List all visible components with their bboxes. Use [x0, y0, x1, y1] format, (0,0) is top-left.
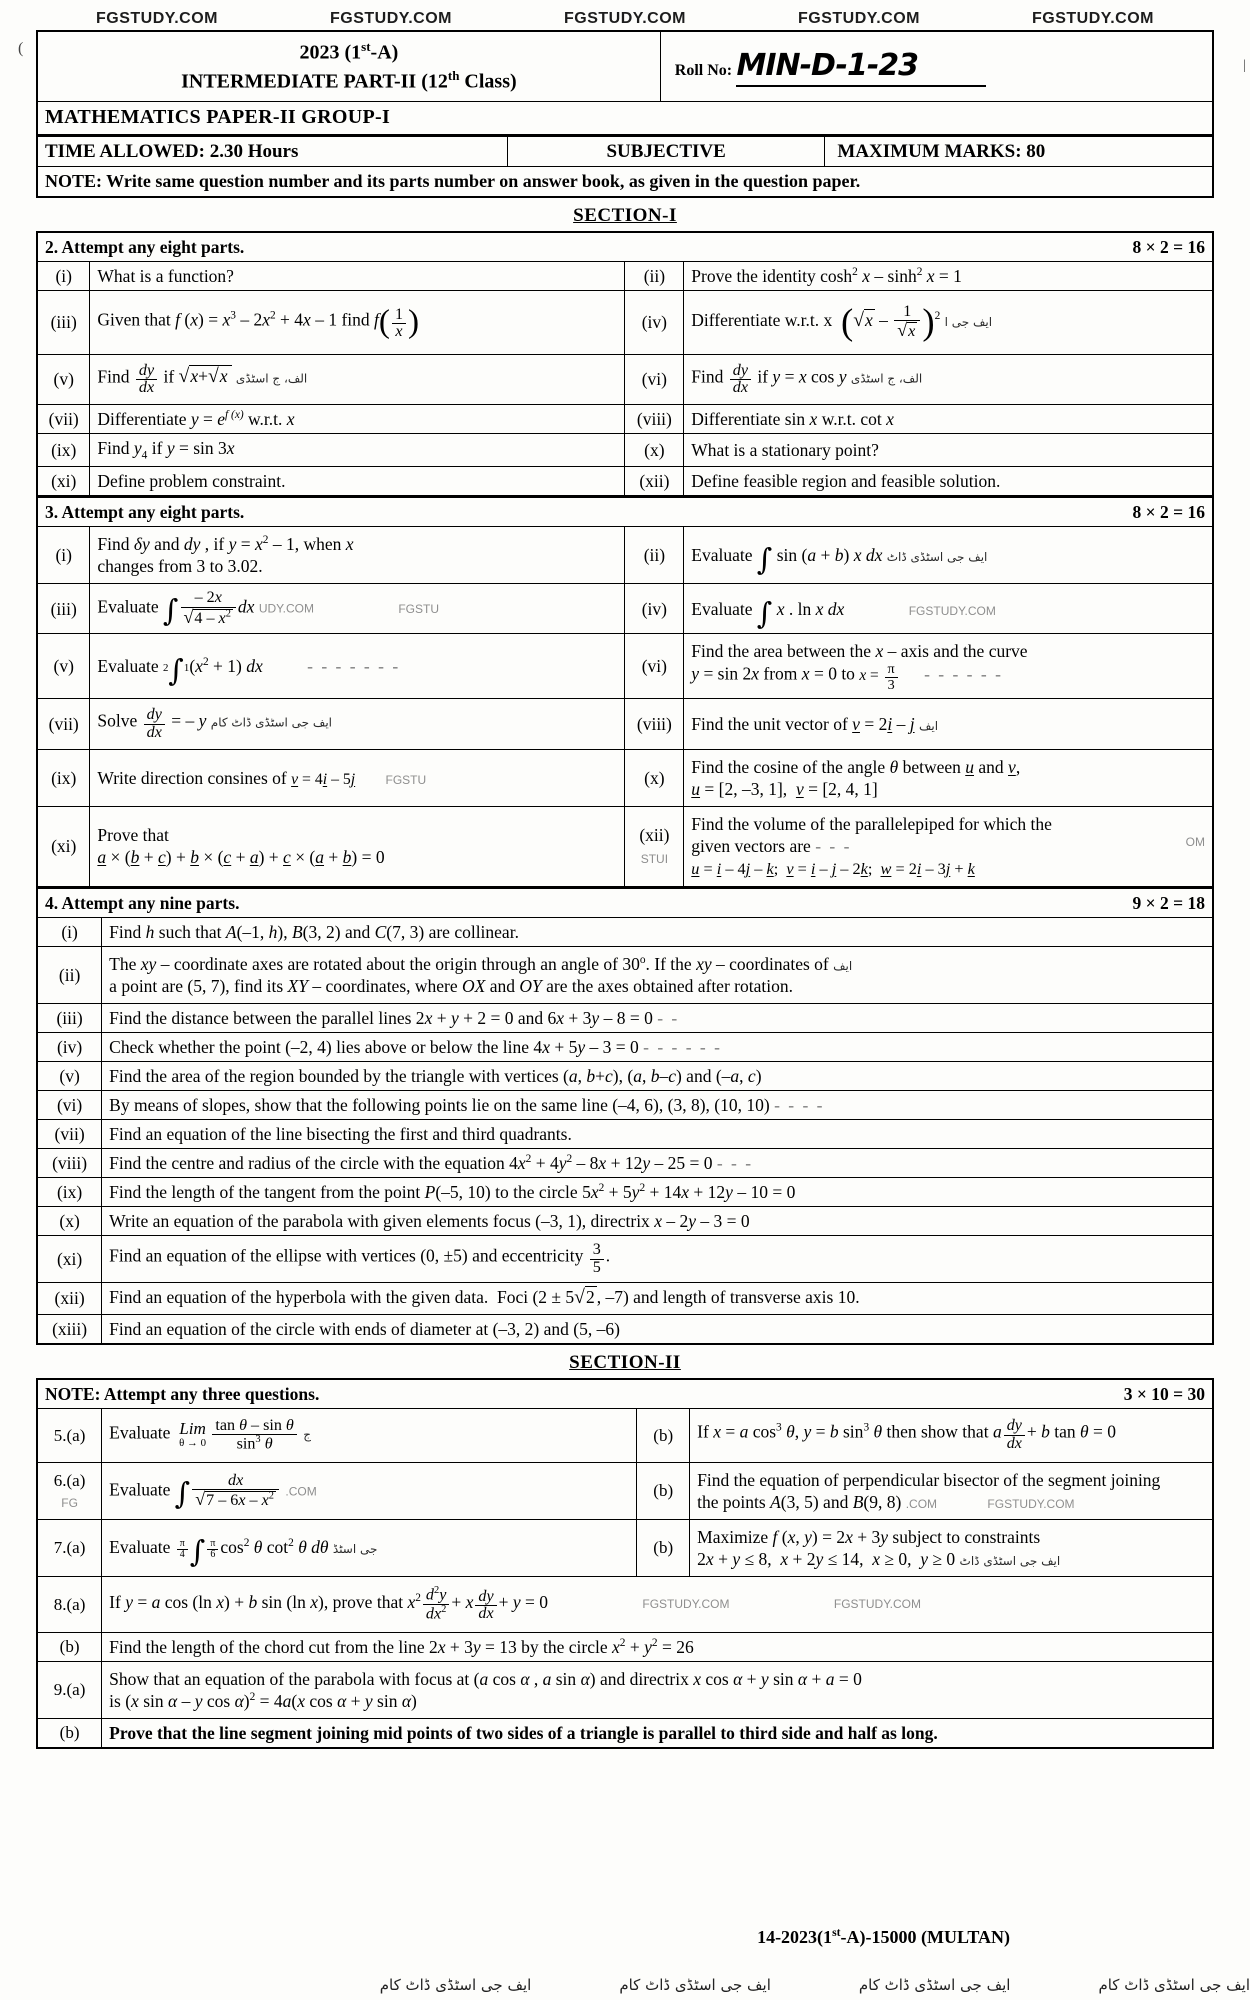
part-text: Evaluate ∫ x . ln x dx FGSTUDY.COM: [684, 584, 1213, 634]
maximum-marks: MAXIMUM MARKS: 80: [825, 136, 1213, 167]
table-row: [37, 1236, 1213, 1283]
exam-meta-row: [37, 136, 1213, 167]
part-number: (b): [37, 1718, 102, 1748]
urdu-annotation: ایف جی اسٹڈی ڈاٹ: [886, 550, 988, 565]
subject-line: MATHEMATICS PAPER-II GROUP-I: [37, 102, 1213, 135]
table-row: [37, 1120, 1213, 1149]
part-text: If x = a $\cos^3 \theta$, y = b $\sin^3 \theta$ then show that a $\frac{dy}{dx}$ + b tan θ = 0: [690, 1408, 1213, 1462]
watermark-inline: STUI: [640, 852, 669, 867]
q2-heading-row: [37, 232, 1213, 262]
note-text: NOTE: Write same question number and its parts number on answer book, as given in the question paper.: [37, 167, 1213, 197]
table-row: [37, 1178, 1213, 1207]
watermark-item: FGSTUDY.COM: [96, 10, 218, 27]
part-text: Differentiate sin x w.r.t. cot x: [684, 405, 1213, 434]
part-number: (iv): [37, 1032, 102, 1061]
part-text: Differentiate $y = e^{f (x)}$ w.r.t. x: [90, 405, 625, 434]
part-number: (viii): [37, 1149, 102, 1178]
roll-no-label: Roll No:: [674, 61, 733, 79]
part-text: Evaluate 2 ∫ 1 $(x^2 + 1)$ dx - - - - - - -: [90, 634, 625, 699]
question-2-table: [36, 231, 1214, 497]
part-text: Given that f $(x) = x^3 - 2x^2 + 4x - 1$ find f( $\frac{1}{x}$ ): [90, 291, 625, 354]
header-row-title: [37, 31, 1213, 102]
part-text: Define feasible region and feasible solution.: [684, 467, 1213, 497]
watermark-item-urdu: ایف جی اسٹڈی ڈاٹ کام: [858, 1976, 1011, 1994]
part-number: (ii): [625, 262, 684, 291]
exam-year-sup: st: [361, 39, 371, 54]
part-number: 5.(a): [37, 1408, 102, 1462]
part-text: What is a function?: [90, 262, 625, 291]
part-text: Find an equation of the line bisecting the first and third quadrants.: [102, 1120, 1213, 1149]
section-2-note-cell: [37, 1379, 1213, 1409]
table-row: [37, 807, 1213, 887]
part-text: Find the cosine of the angle θ between u and v, u = [2, –3, 1], v = [2, 4, 1]: [684, 749, 1213, 806]
part-text: Evaluate ∫ $\frac{- 2x}{√4 - x^2}$ dx UDY.COM FGSTU: [90, 584, 625, 634]
watermark-inline: FGSTU: [385, 772, 427, 787]
table-row: [37, 749, 1213, 806]
part-number: (x): [625, 749, 684, 806]
part-number: (iii): [37, 291, 90, 354]
part-number: [37, 1462, 102, 1519]
part-number: (b): [37, 1632, 102, 1661]
part-text: Find an equation of the ellipse with vertices (0, ±5) and eccentricity $\frac{3}{5}$ .: [102, 1236, 1213, 1283]
q4-heading-row: [37, 888, 1213, 917]
time-allowed: TIME ALLOWED: 2.30 Hours: [37, 136, 507, 167]
part-number: (viii): [625, 699, 684, 750]
watermark-inline: FGSTUDY.COM: [987, 1497, 1075, 1512]
watermark-item: FGSTUDY.COM: [798, 10, 920, 27]
part-number: (i): [37, 527, 90, 584]
urdu-annotation: ایف: [918, 719, 939, 734]
part-number: (vi): [37, 1090, 102, 1119]
exam-note-row: [37, 167, 1213, 197]
section-2-marks: 3 × 10 = 30: [1123, 1383, 1205, 1404]
q4-heading-cell: [37, 888, 1213, 917]
part-text: Show that an equation of the parabola with focus at (a cos α , a sin α) and directrix x cos α + y sin α + a = 0 is (x sin α – y cos α)$^2$ = 4a(x cos α + y sin α): [102, 1661, 1213, 1718]
watermark-item-urdu: ایف جی اسٹڈی ڈاٹ کام: [619, 1976, 771, 1994]
table-row: [37, 1003, 1213, 1032]
part-number: (x): [625, 434, 684, 467]
part-text: Write an equation of the parabola with given elements focus (–3, 1), directrix x – 2y – 3 = 0: [102, 1207, 1213, 1236]
exam-class-pre: INTERMEDIATE PART-II (12: [181, 70, 448, 93]
exam-class-post: Class): [459, 70, 517, 93]
question-3-table: [36, 497, 1214, 887]
table-row: [37, 467, 1213, 497]
urdu-annotation: ج: [303, 1427, 311, 1442]
part-number: (iv): [625, 291, 684, 354]
table-row: [37, 405, 1213, 434]
exam-year-suffix: -A): [370, 41, 399, 64]
part-number: (iii): [37, 1003, 102, 1032]
watermark-inline: .COM: [285, 1483, 317, 1498]
part-text: Find an equation of the circle with ends of diameter at (–3, 2) and (5, –6): [102, 1314, 1213, 1344]
part-number: (iii): [37, 584, 90, 634]
watermark-inline: OM: [1185, 835, 1205, 850]
section-2-note-text: NOTE: Attempt any three questions.: [45, 1383, 320, 1404]
watermark-row-bottom: [0, 1976, 1250, 1994]
q3-marks: 8 × 2 = 16: [1132, 502, 1205, 523]
part-number: (vii): [37, 699, 90, 750]
watermark-row-top: [0, 10, 1250, 28]
part-text: Find the area between the x – axis and the curve y = sin 2x from x = 0 to x = $\frac{\pi}{3}$ - - - - - -: [684, 634, 1213, 699]
part-text: Find the centre and radius of the circle with the equation $4x^2 + 4y^2 - 8x + 12y - 25 = 0$ - - -: [102, 1149, 1213, 1178]
part-text: Find an equation of the hyperbola with the given data. Foci (2 ± 5√2 , –7) and length of transverse axis 10.: [102, 1283, 1213, 1315]
watermark-inline: .COM: [905, 1497, 938, 1512]
part-text: The xy – coordinate axes are rotated about the origin through an angle of 30$^o$. If the xy – coordinates of ایف a point are (5, 7), find its XY – coordinates, where OX and OY are the axes obtained after rotation.: [102, 946, 1213, 1003]
table-row: [37, 1462, 1213, 1519]
urdu-annotation: جی اسٹڈ: [332, 1542, 378, 1557]
part-text: Write direction consines of v = 4i – 5j FGSTU: [90, 749, 625, 806]
part-number: (v): [37, 354, 90, 405]
part-text: Find the distance between the parallel lines 2x + y + 2 = 0 and 6x + 3y – 8 = 0 - -: [102, 1003, 1213, 1032]
part-number: (xi): [37, 467, 90, 497]
part-number: (ix): [37, 1178, 102, 1207]
part-number: (i): [37, 917, 102, 946]
watermark-inline: FGSTUDY.COM: [908, 603, 996, 618]
table-row: [37, 1061, 1213, 1090]
part-number: (iv): [625, 584, 684, 634]
table-row: [37, 917, 1213, 946]
watermark-item: FGSTUDY.COM: [1032, 10, 1154, 27]
table-row: [37, 1718, 1213, 1748]
watermark-inline: FGSTUDY.COM: [642, 1597, 730, 1612]
part-number: 9.(a): [37, 1661, 102, 1718]
table-row: [37, 946, 1213, 1003]
part-text: Find the unit vector of v = 2i – j ایف: [684, 699, 1213, 750]
header-row-subject: [37, 102, 1213, 135]
paper-sheet: [36, 30, 1214, 1749]
part-number: (x): [37, 1207, 102, 1236]
part-text: Differentiate w.r.t. x (√x – $\frac{1}{√x}$ )$^2$ ایف جی ا: [684, 291, 1213, 354]
question-4-table: [36, 888, 1214, 1345]
print-code-sup: st: [832, 1926, 841, 1939]
part-text: Prove that the line segment joining mid points of two sides of a triangle is parallel to third side and half as long.: [102, 1718, 1213, 1748]
scan-edge-mark-left: (: [18, 40, 24, 57]
part-text: Find the length of the tangent from the point P(–5, 10) to the circle $5x^2 + 5y^2 + 14x + 12y - 10 = 0$: [102, 1178, 1213, 1207]
urdu-annotation: ایف جی اسٹڈی ڈاٹ: [959, 1554, 1061, 1569]
watermark-item-urdu: ایف جی اسٹڈی ڈاٹ کام: [379, 1976, 532, 1994]
table-row: [37, 1520, 1213, 1577]
watermark-inline: FGSTU: [398, 601, 439, 616]
part-number: (viii): [625, 405, 684, 434]
part-number: (vii): [37, 1120, 102, 1149]
urdu-annotation: الف، ج اسٹڈی: [850, 370, 923, 385]
table-row: [37, 1207, 1213, 1236]
part-text: Find $y_4$ if y = sin 3x: [90, 434, 625, 467]
part-text: If y = a cos (ln x) + b sin (ln x), prove that $x^2$ $\frac{d^2y}{dx^2}$ + x $\frac{dy}{dx}$ + y = 0 FGSTUDY.COM FGSTUDY.COM: [102, 1577, 1213, 1633]
part-number: (xiii): [37, 1314, 102, 1344]
table-row: [37, 1632, 1213, 1661]
table-row: [37, 527, 1213, 584]
header-table: [36, 30, 1214, 136]
table-row: [37, 634, 1213, 699]
part-number-label: (xii): [639, 825, 670, 846]
part-text: Define problem constraint.: [90, 467, 625, 497]
urdu-annotation: ایف: [833, 958, 853, 973]
watermark-inline: FGSTUDY.COM: [833, 1597, 921, 1612]
table-row: [37, 262, 1213, 291]
part-text: Find the equation of perpendicular bisector of the segment joining the points A(3, 5) and B(9, 8) .COM FGSTUDY.COM: [690, 1462, 1213, 1519]
paper-type: SUBJECTIVE: [507, 136, 825, 167]
part-number: 7.(a): [37, 1520, 102, 1577]
part-number: (b): [637, 1520, 690, 1577]
table-row: [37, 1408, 1213, 1462]
part-text: Maximize f (x, y) = 2x + 3y subject to constraints 2x + y ≤ 8, x + 2y ≤ 14, x ≥ 0, y ≥ 0 ایف جی اسٹڈی ڈاٹ: [690, 1520, 1213, 1577]
part-text: Find the length of the chord cut from the line 2x + 3y = 13 by the circle $x^2 + y^2 = 26$: [102, 1632, 1213, 1661]
section-2-table: [36, 1378, 1214, 1749]
part-number: (xii): [37, 1283, 102, 1315]
part-number: (xi): [37, 1236, 102, 1283]
table-row: [37, 1661, 1213, 1718]
watermark-inline: FG: [61, 1496, 78, 1511]
part-text: Check whether the point (–2, 4) lies above or below the line 4x + 5y – 3 = 0 - - - - - -: [102, 1032, 1213, 1061]
part-number: 8.(a): [37, 1577, 102, 1633]
table-row: [37, 434, 1213, 467]
part-number: (v): [37, 634, 90, 699]
q3-heading-row: [37, 498, 1213, 527]
part-text: Solve $\frac{dy}{dx}$ = – y ایف جی اسٹڈی ڈاٹ کام: [90, 699, 625, 750]
q4-marks: 9 × 2 = 18: [1132, 892, 1205, 913]
watermark-item: FGSTUDY.COM: [330, 10, 452, 27]
part-number: (vi): [625, 634, 684, 699]
print-code-post: -A)-15000 (MULTAN): [840, 1927, 1010, 1947]
part-number: (v): [37, 1061, 102, 1090]
table-row: [37, 1283, 1213, 1315]
part-text: Evaluate ∫ $\frac{dx}{√7 - 6x - x^2}$ .COM: [102, 1462, 637, 1519]
part-number: (ii): [37, 946, 102, 1003]
table-row: [37, 354, 1213, 405]
part-number: [625, 807, 684, 887]
exam-meta-table: [36, 136, 1214, 199]
part-number: (xii): [625, 467, 684, 497]
exam-class-sup: th: [447, 67, 460, 83]
part-number: (ii): [625, 527, 684, 584]
print-code: [757, 1926, 1010, 1948]
section-2-title: SECTION-II: [569, 1351, 681, 1373]
q2-marks: 8 × 2 = 16: [1132, 237, 1205, 258]
part-number: (b): [637, 1462, 690, 1519]
urdu-annotation: الف، ج اسٹڈی: [235, 370, 308, 385]
part-text: Find h such that A(–1, h), B(3, 2) and C(7, 3) are collinear.: [102, 917, 1213, 946]
table-row: [37, 584, 1213, 634]
table-row: [37, 1149, 1213, 1178]
part-number: (ix): [37, 434, 90, 467]
part-number-label: 6.(a): [53, 1470, 86, 1490]
table-row: [37, 699, 1213, 750]
watermark-item-urdu: ایف جی اسٹڈی ڈاٹ کام: [1098, 1976, 1250, 1994]
table-row: [37, 1032, 1213, 1061]
roll-no-value[interactable]: MIN-D-1-23: [736, 47, 986, 87]
part-number: (ix): [37, 749, 90, 806]
watermark-inline: UDY.COM: [258, 601, 314, 616]
part-text: Evaluate ∫ sin (a + b) x dx ایف جی اسٹڈی ڈاٹ: [684, 527, 1213, 584]
section-2-note-row: [37, 1379, 1213, 1409]
part-text: Find the area of the region bounded by the triangle with vertices (a, b+c), (a, b–c) and (–a, c): [102, 1061, 1213, 1090]
part-text: Prove the identity $\cosh^2 x - \sinh^2 x = 1$: [684, 262, 1213, 291]
table-row: [37, 1577, 1213, 1633]
q2-heading-text: 2. Attempt any eight parts.: [45, 237, 245, 258]
scan-edge-mark-right: |: [1243, 58, 1246, 73]
roll-no-cell: [660, 31, 1213, 102]
part-text: Evaluate Lim θ → 0 $\frac{\text{tan θ – sin θ}}{\sin^3 \theta}$ ج: [102, 1408, 637, 1462]
table-row: [37, 291, 1213, 354]
part-number: (xi): [37, 807, 90, 887]
part-text: By means of slopes, show that the following points lie on the same line (–4, 6), (3, 8), (10, 10) - - - -: [102, 1090, 1213, 1119]
part-number: (i): [37, 262, 90, 291]
watermark-item: FGSTUDY.COM: [564, 10, 686, 27]
part-text: Evaluate $\frac{\pi}{4}$ ∫ $\frac{\pi}{6}$ $\cos^2 \theta$ $\cot^2 \theta$ dθ جی اسٹڈ: [102, 1520, 637, 1577]
part-text: Find $\frac{dy}{dx}$ if √x+√x الف، ج اسٹڈی: [90, 354, 625, 405]
part-text: Find the volume of the parallelepiped for which the given vectors are - - - OM u = i – 4j – k; v = i – j – 2k; w = 2i – 3j + k: [684, 807, 1213, 887]
exam-year: 2023 (1: [299, 41, 362, 64]
section-1-title: SECTION-I: [573, 205, 677, 227]
part-number: (b): [637, 1408, 690, 1462]
part-text: What is a stationary point?: [684, 434, 1213, 467]
part-text: Find δy and dy , if $y = x^2 - 1$, when x changes from 3 to 3.02.: [90, 527, 625, 584]
table-row: [37, 1314, 1213, 1344]
part-number: (vi): [625, 354, 684, 405]
q4-heading-text: 4. Attempt any nine parts.: [45, 892, 240, 913]
part-number: (vii): [37, 405, 90, 434]
urdu-annotation: ایف جی اسٹڈی ڈاٹ کام: [210, 715, 333, 730]
q3-heading-cell: [37, 498, 1213, 527]
q3-heading-text: 3. Attempt any eight parts.: [45, 502, 245, 523]
part-text: Find $\frac{dy}{dx}$ if y = x cos y الف، ج اسٹڈی: [684, 354, 1213, 405]
q2-heading-cell: [37, 232, 1213, 262]
exam-title-cell: [37, 31, 660, 102]
part-text: Prove that a × (b + c) + b × (c + a) + c × (a + b) = 0: [90, 807, 625, 887]
table-row: [37, 1090, 1213, 1119]
urdu-annotation: ایف جی ا: [944, 315, 993, 330]
print-code-pre: 14-2023(1: [757, 1927, 833, 1947]
